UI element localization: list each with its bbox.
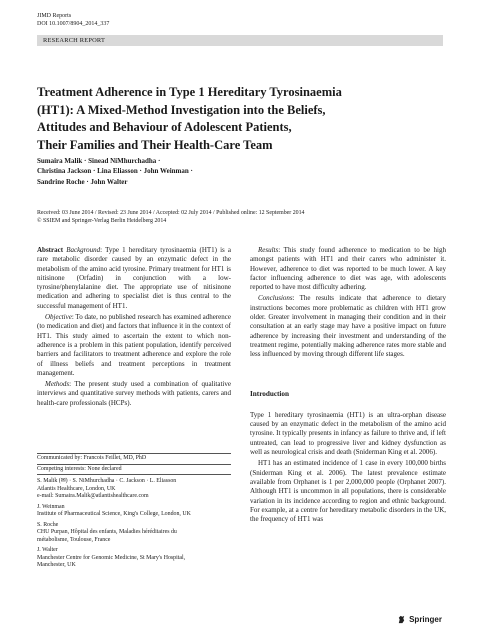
title-line: (HT1): A Mixed-Method Investigation into the Beliefs, — [37, 102, 326, 117]
affiliation: S. Roche CHU Purpan, Hôpital des enfants, Maladies héréditaires du métabolisme, Toulouse, France — [37, 521, 177, 543]
author-line: Christina Jackson · Lina Eliasson · John Weinman · — [37, 167, 193, 176]
affiliation: S. Malik (✉) · S. NiMhurchadha · C. Jackson · L. Eliasson Atlantis Healthcare, London, UK e-mail: Sumaira.Malik@atlantishealthcare.com — [37, 478, 231, 501]
dates-line: Received: 03 June 2014 / Revised: 23 June 2014 / Accepted: 02 July 2014 / Published online: 12 September 2014 — [37, 210, 305, 216]
footnotes — [37, 453, 231, 570]
publisher-logo — [397, 615, 442, 624]
intro-paragraph: HT1 has an estimated incidence of 1 case in every 100,000 births (Sniderman King et al. 2006). The latest prevalence estimate available from Orphanet is 1 per 2,000,000 people (Orphanet 2007). Although HT1 is uncommon in all populations, there is considerable variation in its incidence according to region and ethnic background. For example, at a centre for hereditary metabolic disorders in the UK, the frequency of HT1 was — [250, 459, 446, 524]
section-heading: Introduction — [250, 389, 290, 398]
section-label: RESEARCH REPORT — [37, 35, 443, 46]
abstract-conclusions: Conclusions: The results indicate that adherence to dietary instructions becomes more problematic as children with HT1 grow older. Greater involvement in managing their condition and in their consultation at an early stage may have a positive impact on future adherence by increasing their investment and understanding of the treatment regime, potentially making adherence rates more stable and less influenced by moving through different life stages. — [250, 294, 446, 359]
journal-name: JIMD Reports — [37, 13, 72, 19]
title-line: Attitudes and Behaviour of Adolescent Patients, — [37, 120, 292, 135]
title-line: Treatment Adherence in Type 1 Hereditary Tyrosinaemia — [37, 85, 342, 99]
intro-paragraph: Type 1 hereditary tyrosinaemia (HT1) is an ultra-orphan disease caused by an enzymatic defect in the metabolism of the amino acid tyrosine. It typically presents in infancy as failure to thrive and, if left untreated, can lead to progressive liver and kidney dysfunction as well as neurological crisis and death (Sniderman King et al. 2006). — [250, 410, 446, 457]
doi: DOI 10.1007/8904_2014_337 — [37, 21, 110, 28]
competing-interests: Competing interests: None declared — [37, 465, 122, 472]
article-title — [37, 84, 447, 154]
abstract-results: Results: This study found adherence to medication to be high amongst patients with HT1 and their carers who administer it. However, adherence to diet was reported to be much lower. A key factor influencing adherence to diet was age, with adolescents reported to have most difficulty adhering. — [250, 246, 446, 292]
divider — [37, 474, 231, 475]
abstract-heading: Abstract — [37, 246, 64, 254]
right-column — [250, 246, 446, 526]
affiliation: J. Walter Manchester Centre for Genomic Medicine, St Mary's Hospital, Manchester, UK — [37, 547, 186, 568]
author-line: Sumaira Malik · Sinead NiMhurchadha · — [37, 157, 161, 165]
author-line: Sandrine Roche · John Walter — [37, 177, 128, 186]
publication-dates — [37, 210, 447, 225]
copyright-line: © SSIEM and Springer-Verlag Berlin Heidelberg 2014 — [37, 217, 167, 224]
abstract-objective: Objective: To date, no published research has examined adherence (to medication and diet) and factors that influence it in the context of HT1. This study aimed to ascertain the extent to which non-adherence is a problem in this patient population, identify perceived barriers and facilitators to treatment adherence and explore the role of illness beliefs and treatment perceptions in treatment management. — [37, 313, 231, 377]
email-link[interactable]: e-mail: Sumaira.Malik@atlantishealthcare.com — [37, 493, 149, 499]
journal-header — [37, 12, 109, 29]
publisher-name: Springer — [409, 615, 442, 624]
author-list — [37, 156, 437, 187]
abstract-background: Abstract Background: Type 1 hereditary tyrosinaemia (HT1) is a rare metabolic disorder caused by an enzymatic defect in the metabolism of the amino acid tyrosine. Primary treatment for HT1 is nitisinone (Orfadin) in conjunction with a low-tyrosine/phenylalanine diet. The appropriate use of nitisinone medication and adhering to specialist diet is thus central to the successful management of HT1. — [37, 246, 231, 310]
abstract-methods: Methods: The present study used a combination of qualitative interviews and quantitative survey methods with patients, carers and health-care professionals (HCPs). — [37, 380, 231, 407]
springer-horse-icon — [397, 615, 406, 624]
left-column — [37, 246, 231, 410]
communicated-by: Communicated by: Francois Feillet, MD, PhD — [37, 455, 147, 461]
title-line: Their Families and Their Health-Care Team — [37, 137, 273, 152]
affiliation: J. Weinman Institute of Pharmaceutical Science, King's College, London, UK — [37, 503, 191, 517]
